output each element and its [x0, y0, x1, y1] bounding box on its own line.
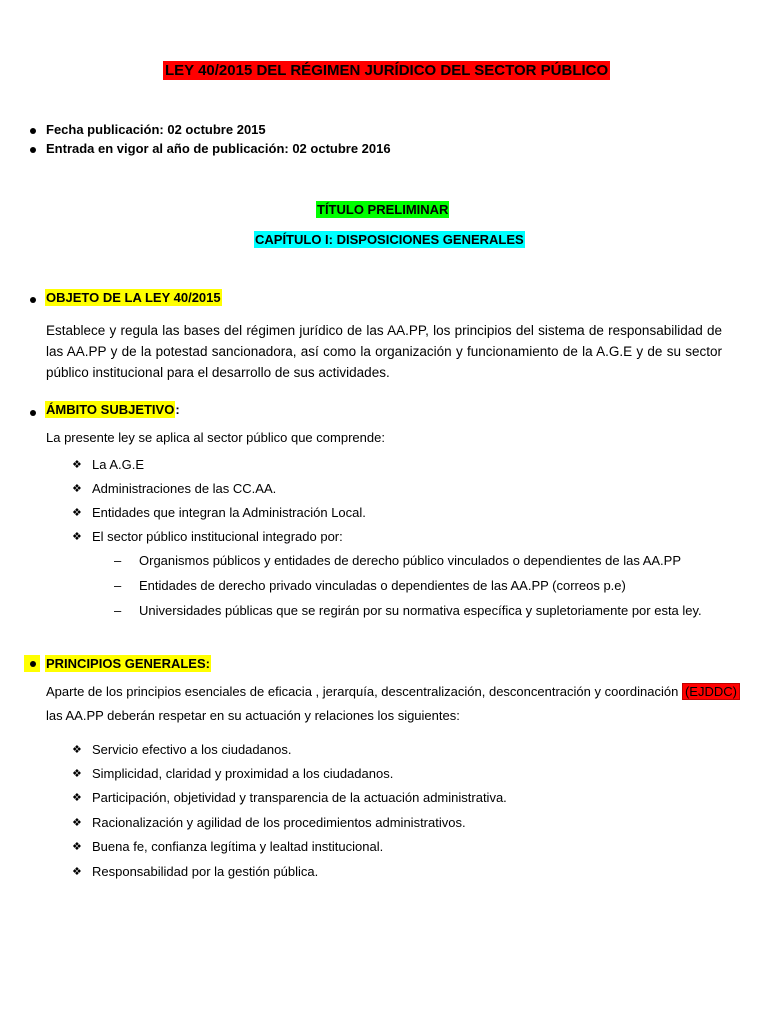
diamond-bullet-icon: ❖ — [72, 483, 82, 495]
principios-intro1: Aparte de los principios esenciales de eficacia , jerarquía, descentralización, desconcentración y coordinación — [46, 684, 679, 699]
principios-intro2: las AA.PP deberán respetar en su actuación y relaciones los siguientes: — [46, 708, 460, 723]
principio-item: Buena fe, confianza legítima y lealtad institucional. — [92, 839, 384, 854]
dash-bullet-icon: – — [114, 553, 122, 568]
diamond-bullet-icon: ❖ — [72, 841, 82, 853]
principio-item: Responsabilidad por la gestión pública. — [92, 864, 319, 879]
principio-item: Participación, objetividad y transparencia de la actuación administrativa. — [92, 790, 507, 805]
diamond-bullet-icon: ❖ — [72, 507, 82, 519]
ambito-heading-line — [45, 402, 180, 417]
principios-heading: PRINCIPIOS GENERALES: — [46, 656, 210, 671]
ambito-heading: ÁMBITO SUBJETIVO — [46, 402, 175, 417]
ambito-intro: La presente ley se aplica al sector público que comprende: — [46, 430, 385, 445]
principio-item: Simplicidad, claridad y proximidad a los ciudadanos. — [92, 766, 394, 781]
diamond-bullet-icon: ❖ — [72, 792, 82, 804]
ejddc-tag: (EJDDC) — [682, 683, 740, 700]
capitulo-heading: CAPÍTULO I: DISPOSICIONES GENERALES — [255, 232, 524, 247]
bullet-icon — [30, 128, 36, 134]
titulo-preliminar: TÍTULO PRELIMINAR — [317, 202, 449, 217]
objeto-heading: OBJETO DE LA LEY 40/2015 — [46, 290, 221, 305]
ambito-item: La A.G.E — [92, 457, 145, 472]
entrada-en-vigor: Entrada en vigor al año de publicación: 02 octubre 2016 — [46, 141, 391, 156]
diamond-bullet-icon: ❖ — [72, 866, 82, 878]
principios-intro-line1 — [46, 684, 740, 699]
ambito-subitem: Organismos públicos y entidades de derecho público vinculados o dependientes de las AA.PP — [139, 553, 682, 568]
ambito-subitem: Universidades públicas que se regirán por su normativa específica y supletoriamente por esta ley. — [139, 603, 702, 618]
ambito-item: El sector público institucional integrado por: — [92, 529, 343, 544]
ambito-subitem: Entidades de derecho privado vinculadas o dependientes de las AA.PP (correos p.e) — [139, 578, 626, 593]
principio-item: Servicio efectivo a los ciudadanos. — [92, 742, 292, 757]
diamond-bullet-icon: ❖ — [72, 768, 82, 780]
diamond-bullet-icon: ❖ — [72, 817, 82, 829]
diamond-bullet-icon: ❖ — [72, 531, 82, 543]
ambito-item: Entidades que integran la Administración Local. — [92, 505, 366, 520]
bullet-icon — [30, 661, 36, 667]
bullet-icon — [30, 147, 36, 153]
diamond-bullet-icon: ❖ — [72, 459, 82, 471]
ambito-item: Administraciones de las CC.AA. — [92, 481, 277, 496]
principio-item: Racionalización y agilidad de los procedimientos administrativos. — [92, 815, 466, 830]
diamond-bullet-icon: ❖ — [72, 744, 82, 756]
objeto-text: Establece y regula las bases del régimen jurídico de las AA.PP, los principios del sistema de responsabilidad de las AA.PP y de la potestad sancionadora, así como la organización y funcionamiento de la A.G.E y de su sector público institucional para el desarrollo de sus actividades. — [46, 323, 722, 380]
dash-bullet-icon: – — [114, 603, 122, 618]
dash-bullet-icon: – — [114, 578, 122, 593]
document-title: LEY 40/2015 DEL RÉGIMEN JURÍDICO DEL SECTOR PÚBLICO — [165, 62, 609, 79]
fecha-publicacion: Fecha publicación: 02 octubre 2015 — [46, 122, 266, 137]
ambito-colon: : — [175, 402, 180, 417]
bullet-icon — [30, 297, 36, 303]
bullet-icon — [30, 410, 36, 416]
